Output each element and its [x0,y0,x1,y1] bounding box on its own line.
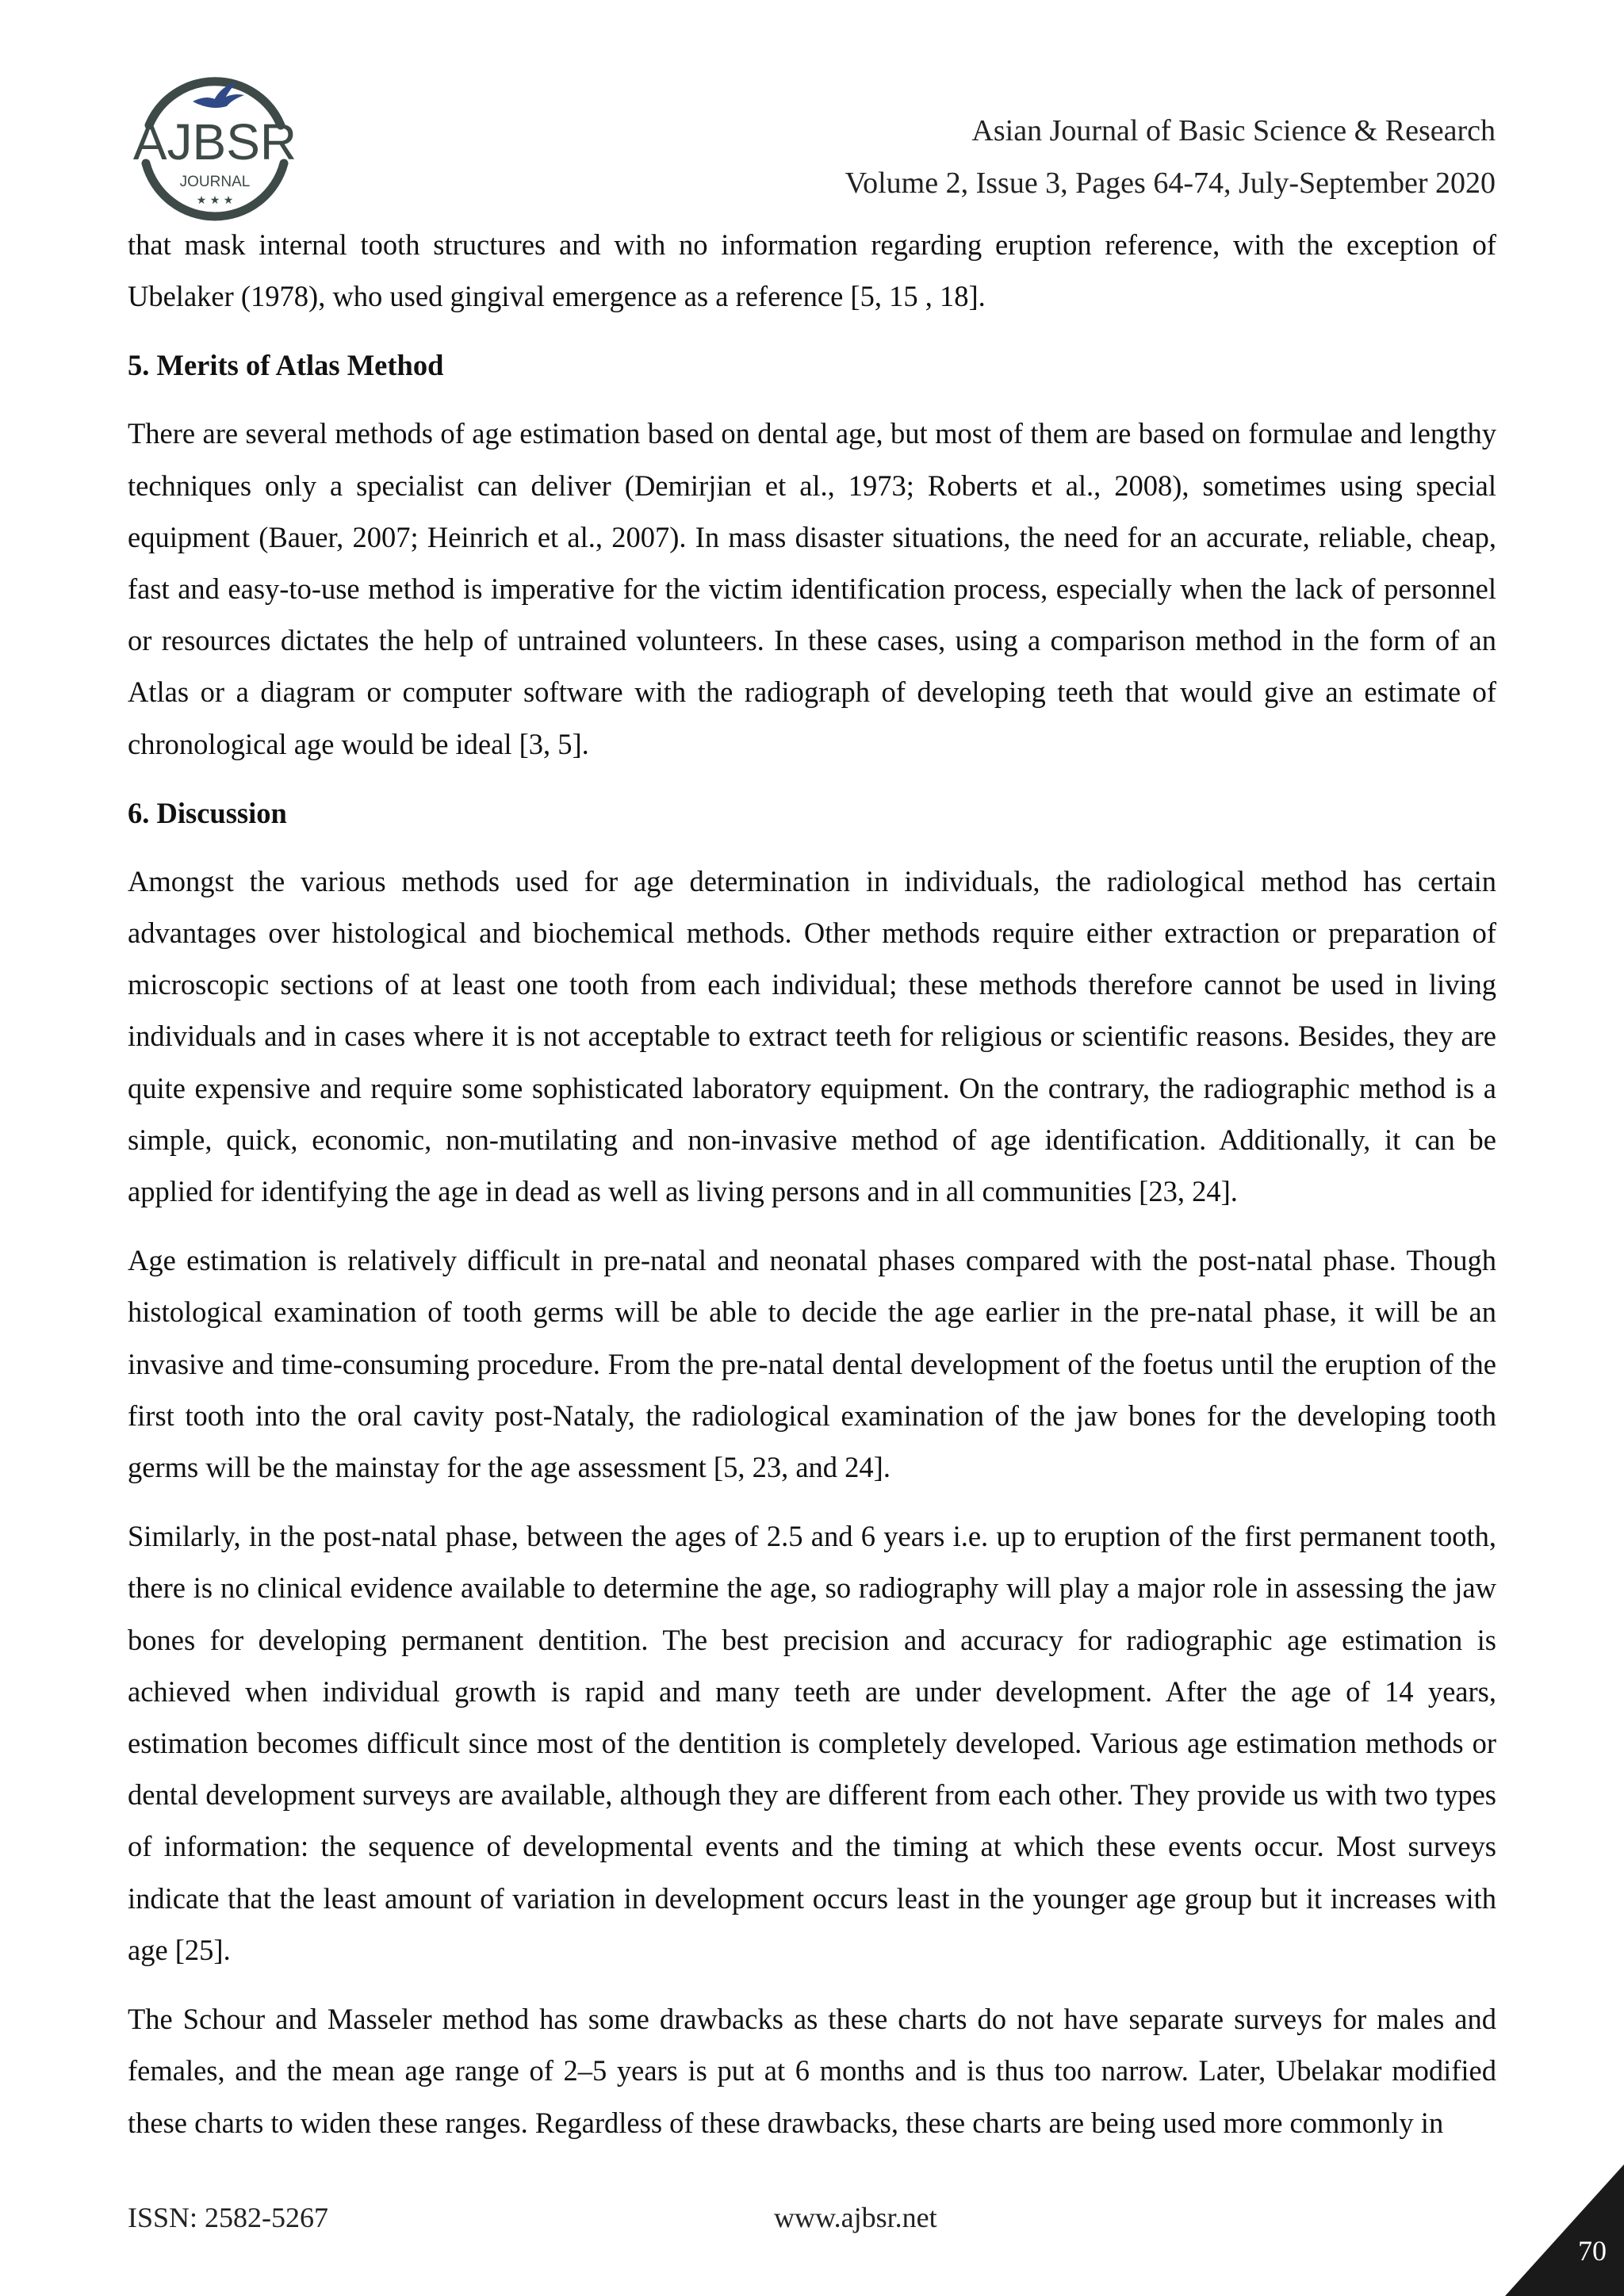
journal-header [845,105,1496,209]
logo-text: AJBSR [132,113,297,170]
article-body [128,219,1496,2166]
logo-subtext: JOURNAL [179,174,251,190]
paragraph-merits: There are several methods of age estimation based on dental age, but most of them are based on formulae and lengthy techniques only a specialist can deliver (Demirjian et al., 1973; Roberts et al., 2008), sometimes using special equipment (Bauer, 2007; Heinrich et al., 2007). In mass disaster situations, the need for an accurate, reliable, cheap, fast and easy-to-use method is imperative for the victim identification process, especially when the lack of personnel or resources dictates the help of untrained volunteers. In these cases, using a comparison method in the form of an Atlas or a diagram or computer software with the radiograph of developing teeth that would give an estimate of chronological age would be ideal [3, 5]. [128,417,1496,760]
footer-issn: ISSN: 2582-5267 [128,2202,329,2233]
page-number: 70 [1578,2235,1607,2267]
logo-stars: ★ ★ ★ [196,194,234,207]
volume-info: Volume 2, Issue 3, Pages 64-74, July-September 2020 [845,166,1496,200]
paragraph-discussion-4: The Schour and Masseler method has some drawbacks as these charts do not have separate surveys for males and females, and the mean age range of 2–5 years is put at 6 months and is thus too narrow. Later, Ubelakar modified these charts to widen these ranges. Regardless of these drawbacks, these charts are being used more commonly in [128,2003,1496,2139]
journal-logo [117,62,312,227]
page-corner [1505,2164,1624,2296]
section-heading-discussion: 6. Discussion [128,796,287,829]
paragraph-discussion-3: Similarly, in the post-natal phase, between the ages of 2.5 and 6 years i.e. up to eruption of the first permanent tooth, there is no clinical evidence available to determine the age, so radiography will play a major role in assessing the jaw bones for developing permanent dentition. The best precision and accuracy for radiographic age estimation is achieved when individual growth is rapid and many teeth are under development. After the age of 14 years, estimation becomes difficult since most of the dentition is completely developed. Various age estimation methods or dental development surveys are available, although they are different from each other. They provide us with two types of information: the sequence of developmental events and the timing at which these events occur. Most surveys indicate that the least amount of variation in development occurs least in the younger age group but it increases with age [25]. [128,1520,1496,1966]
paragraph-intro: that mask internal tooth structures and with no information regarding eruption reference, with the exception of Ubelaker (1978), who used gingival emergence as a reference [5, 15 , 18]. [128,228,1496,313]
footer-url[interactable]: www.ajbsr.net [774,2202,937,2233]
paragraph-discussion-1: Amongst the various methods used for age determination in individuals, the radiological method has certain advantages over histological and biochemical methods. Other methods require either extraction or preparation of microscopic sections of at least one tooth from each individual; these methods therefore cannot be used in living individuals and in cases where it is not acceptable to extract teeth for religious or scientific reasons. Besides, they are quite expensive and require some sophisticated laboratory equipment. On the contrary, the radiographic method is a simple, quick, economic, non-mutilating and non-invasive method of age identification. Additionally, it can be applied for identifying the age in dead as well as living persons and in all communities [23, 24]. [128,864,1496,1208]
section-heading-merits: 5. Merits of Atlas Method [128,349,444,382]
journal-name: Asian Journal of Basic Science & Research [971,114,1496,147]
paragraph-discussion-2: Age estimation is relatively difficult in pre-natal and neonatal phases compared with the post-natal phase. Though histological examination of tooth germs will be able to decide the age earlier in the pre-natal phase, it will be an invasive and time-consuming procedure. From the pre-natal dental development of the foetus until the eruption of the first tooth into the oral cavity post-Nataly, the radiological examination of the jaw bones for the developing tooth germs will be the mainstay for the age assessment [5, 23, and 24]. [128,1244,1496,1484]
